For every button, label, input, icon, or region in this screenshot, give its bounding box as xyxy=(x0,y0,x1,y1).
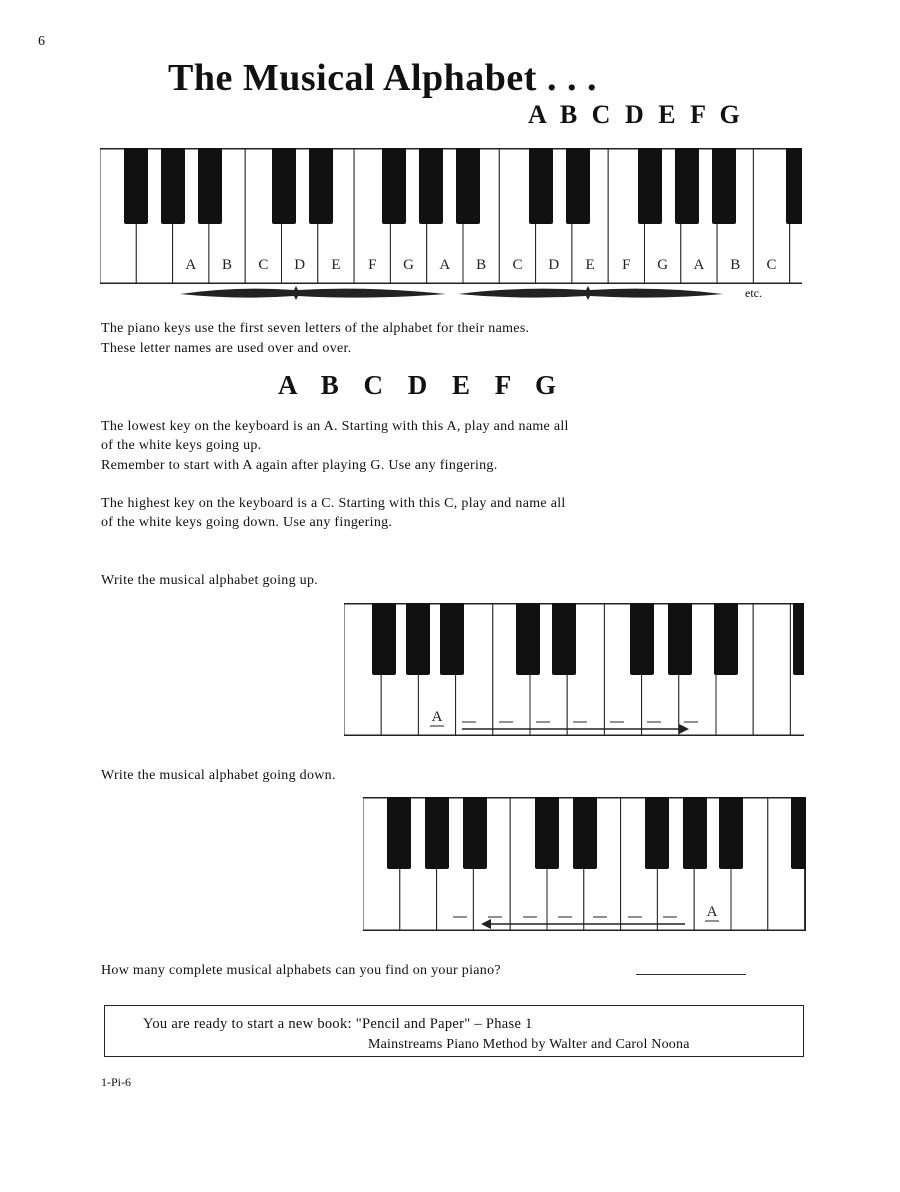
octave-brace-2 xyxy=(458,286,723,300)
black-key xyxy=(573,797,597,869)
black-key xyxy=(372,603,396,675)
keyboard-diagram-main xyxy=(100,148,802,288)
keyboard-exercise-down xyxy=(363,797,806,931)
black-key xyxy=(719,797,743,869)
black-key xyxy=(419,148,443,224)
black-key xyxy=(786,148,802,224)
intro-text-line-1: The piano keys use the first seven letters of the alphabet for their names. xyxy=(101,321,530,336)
footer-code: 1-Pi-6 xyxy=(101,1075,131,1089)
page-title: The Musical Alphabet . . . xyxy=(168,57,597,99)
lowest-key-text-line-1: The lowest key on the keyboard is an A. Starting with this A, play and name all xyxy=(101,419,569,434)
octave-brace-1 xyxy=(180,286,446,300)
write-up-start-letter: A xyxy=(431,709,443,725)
black-key xyxy=(272,148,296,224)
black-key xyxy=(668,603,692,675)
black-key xyxy=(516,603,540,675)
black-key xyxy=(630,603,654,675)
white-key xyxy=(753,604,790,735)
black-key xyxy=(309,148,333,224)
black-key xyxy=(791,797,806,869)
write-down-start-letter: A xyxy=(706,904,718,920)
black-key xyxy=(638,148,662,224)
octave-braces xyxy=(178,284,728,304)
black-key xyxy=(552,603,576,675)
key-letter-label: C xyxy=(512,257,523,273)
black-key xyxy=(645,797,669,869)
key-letter-label: A xyxy=(185,257,197,273)
key-letter-label: D xyxy=(294,257,306,273)
black-key xyxy=(714,603,738,675)
key-letter-label: F xyxy=(368,257,377,273)
lowest-key-text-line-2: of the white keys going up. xyxy=(101,438,262,453)
key-letter-label: G xyxy=(657,257,669,273)
lowest-key-text-line-3: Remember to start with A again after playing G. Use any fingering. xyxy=(101,458,498,473)
black-key xyxy=(382,148,406,224)
black-key xyxy=(124,148,148,224)
ready-notice-line-1: You are ready to start a new book: "Pencil and Paper" – Phase 1 xyxy=(143,1016,533,1032)
key-letter-label: A xyxy=(693,257,705,273)
key-letter-label: C xyxy=(258,257,269,273)
alphabet-middle: A B C D E F G xyxy=(278,370,557,400)
black-key xyxy=(675,148,699,224)
key-letter-label: B xyxy=(476,257,487,273)
black-key xyxy=(712,148,736,224)
intro-text-line-2: These letter names are used over and over. xyxy=(101,341,352,356)
key-letter-label: A xyxy=(439,257,451,273)
alphabet-heading: A B C D E F G xyxy=(528,100,740,129)
black-key xyxy=(566,148,590,224)
highest-key-text-line-1: The highest key on the keyboard is a C. Starting with this C, play and name all xyxy=(101,496,566,511)
key-letter-label: C xyxy=(766,257,777,273)
page-number: 6 xyxy=(38,34,45,49)
question-text: How many complete musical alphabets can you find on your piano? xyxy=(101,963,501,978)
ready-notice-line-2: Mainstreams Piano Method by Walter and Carol Noona xyxy=(368,1037,690,1052)
key-letter-label: D xyxy=(548,257,560,273)
black-key xyxy=(406,603,430,675)
key-letter-label: E xyxy=(585,257,595,273)
key-letter-label: B xyxy=(730,257,741,273)
black-key xyxy=(387,797,411,869)
key-letter-label: E xyxy=(331,257,341,273)
highest-key-text-line-2: of the white keys going down. Use any fingering. xyxy=(101,515,393,530)
key-letter-label: G xyxy=(403,257,414,273)
black-key xyxy=(425,797,449,869)
black-key xyxy=(529,148,553,224)
write-down-prompt: Write the musical alphabet going down. xyxy=(101,768,336,783)
black-key xyxy=(161,148,185,224)
black-key xyxy=(456,148,480,224)
black-key xyxy=(198,148,222,224)
etc-label: etc. xyxy=(745,286,762,300)
black-key xyxy=(463,797,487,869)
key-letter-label: B xyxy=(222,257,233,273)
black-key xyxy=(535,797,559,869)
write-up-prompt: Write the musical alphabet going up. xyxy=(101,573,319,588)
answer-line xyxy=(636,973,746,975)
key-letter-label: F xyxy=(622,257,631,273)
black-key xyxy=(793,603,804,675)
keyboard-exercise-up xyxy=(344,603,804,736)
black-key xyxy=(440,603,464,675)
black-key xyxy=(683,797,707,869)
